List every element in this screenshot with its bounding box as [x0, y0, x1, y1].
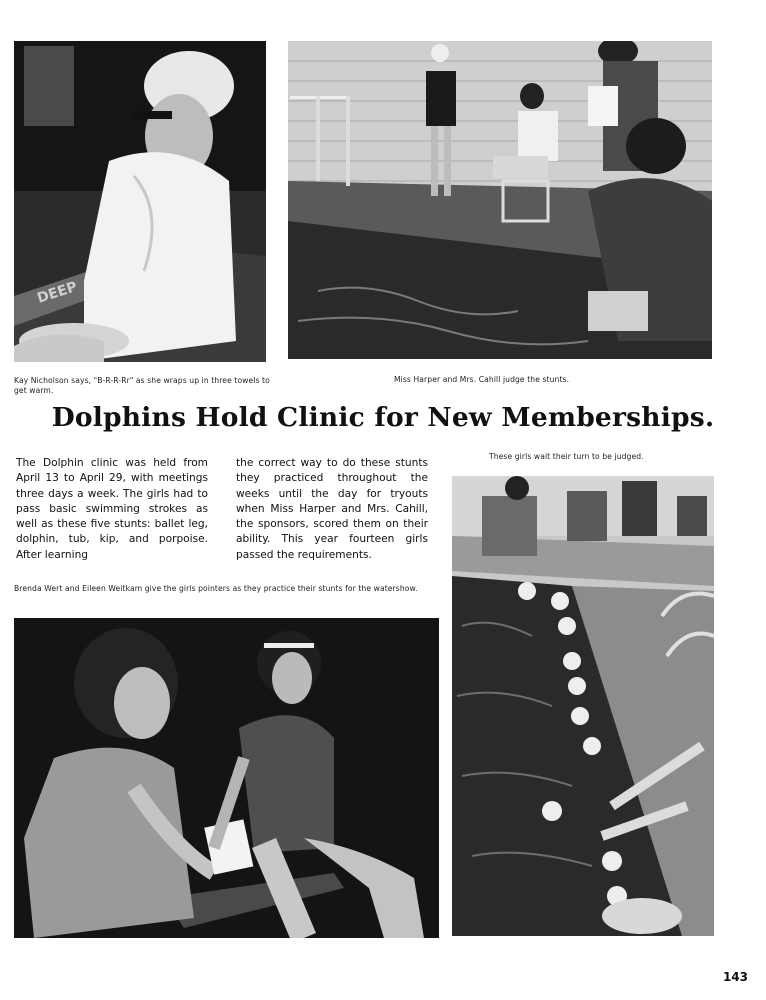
- page-headline: Dolphins Hold Clinic for New Memberships.: [51, 402, 715, 433]
- caption-waiting: These girls wait their turn to be judged.: [489, 452, 644, 461]
- article-column-2: the correct way to do these stunts they practiced throughout the weeks until the day for tryouts when Miss Harper and Mrs. Cahill, the sponsors, scored them on their ability. This year fourteen girls passed the requirements.: [236, 457, 428, 561]
- photo-towel-girl: [14, 41, 266, 362]
- page-number: 143: [722, 970, 748, 984]
- judges-photo-graphic: [288, 41, 712, 359]
- caption-judges: Miss Harper and Mrs. Cahill judge the stunts.: [394, 375, 570, 384]
- waiting-photo-graphic: [452, 476, 714, 936]
- caption-towel: Kay Nicholson says, "B-R-R-Rr" as she wraps up in three towels to get warm.: [14, 376, 270, 395]
- article-column-1: The Dolphin clinic was held from April 13 to April 29, with meetings three days a week. The girls had to pass basic swimming strokes as well as these five stunts: ballet leg, dolphin, tub, kip, and porpoise. After learning: [16, 457, 208, 561]
- photo-pointers: [14, 618, 439, 938]
- photo-waiting-girls: [452, 476, 714, 936]
- pointers-photo-graphic: [14, 618, 439, 938]
- photo-judges: [288, 41, 712, 359]
- deep-sign-text: DEEP: [35, 278, 80, 307]
- towel-photo-graphic: [14, 41, 266, 362]
- caption-pointers: Brenda Wert and Eileen Weitkam give the girls pointers as they practice their stunts for the watershow.: [14, 584, 418, 593]
